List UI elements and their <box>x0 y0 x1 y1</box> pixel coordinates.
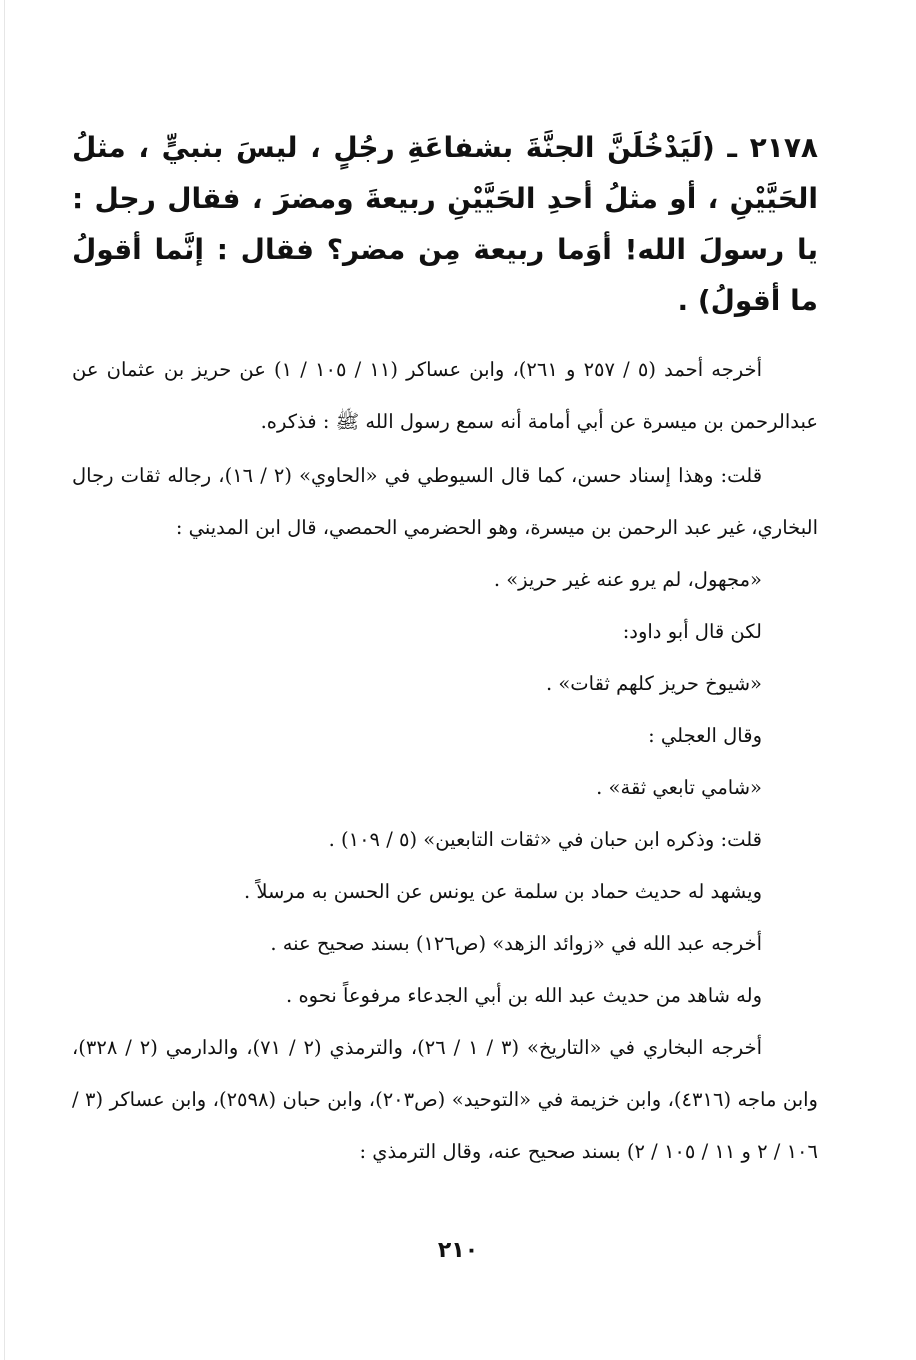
ibn-hibban-note: قلت: وذكره ابن حبان في «ثقات التابعين» (٥ / ١٠٩) . <box>328 828 762 851</box>
hadith-text: ٢١٧٨ ـ (لَيَدْخُلَنَّ الجنَّةَ بشفاعَةِ رجُلٍ ، ليسَ بنبيٍّ ، مثلُ الحَيَّيْنِ ، أو مثلُ أحدِ الحَيَّيْنِ ربيعةَ ومضرَ ، فقال رجل : يا رسولَ الله! أوَما ربيعة مِن مضر؟ فقال : إنَّما أقولُ ما أقولُ) . <box>72 131 818 317</box>
quote-shuyukh: «شيوخ حريز كلهم ثقات» . <box>545 672 762 695</box>
abu-dawud-intro: لكن قال أبو داود: <box>622 620 762 643</box>
shahid-mursal: ويشهد له حديث حماد بن سلمة عن يونس عن الحسن به مرسلاً . <box>243 880 762 903</box>
page-edge-line <box>4 0 5 1360</box>
comment-paragraph: قلت: وهذا إسناد حسن، كما قال السيوطي في «الحاوي» (٢ / ١٦)، رجاله ثقات رجال البخاري، غير عبد الرحمن بن ميسرة، وهو الحضرمي الحمصي، قال ابن المديني : <box>72 464 818 539</box>
quote-majhul: «مجهول، لم يرو عنه غير حريز» . <box>493 568 762 591</box>
takhrij-paragraph-1: أخرجه أحمد (٥ / ٢٥٧ و ٢٦١)، وابن عساكر (١١ / ١٠٥ / ١) عن حريز بن عثمان عن عبدالرحمن بن ميسرة عن أبي أمامة أنه سمع رسول الله ﷺ : فذكره. <box>72 358 818 433</box>
page-body <box>72 122 818 1178</box>
ijli-intro: وقال العجلي : <box>648 724 762 747</box>
page-number: ٢١٠ <box>437 1238 479 1263</box>
takhrij-paragraph-2: أخرجه البخاري في «التاريخ» (٣ / ١ / ٢٦)، والترمذي (٢ / ٧١)، والدارمي (٢ / ٣٢٨)، وابن ماجه (٤٣١٦)، وابن خزيمة في «التوحيد» (ص٢٠٣)، وابن حبان (٢٥٩٨)، وابن عساكر (٣ / ١٠٦ / ٢ و ١١ / ١٠٥ / ٢) بسند صحيح عنه، وقال الترمذي : <box>72 1036 818 1163</box>
shahid-ibn-abi-jadaa: وله شاهد من حديث عبد الله بن أبي الجدعاء مرفوعاً نحوه . <box>286 984 762 1007</box>
quote-shami: «شامي تابعي ثقة» . <box>596 776 762 799</box>
zawaid-zuhd-note: أخرجه عبد الله في «زوائد الزهد» (ص١٢٦) بسند صحيح عنه . <box>270 932 762 955</box>
